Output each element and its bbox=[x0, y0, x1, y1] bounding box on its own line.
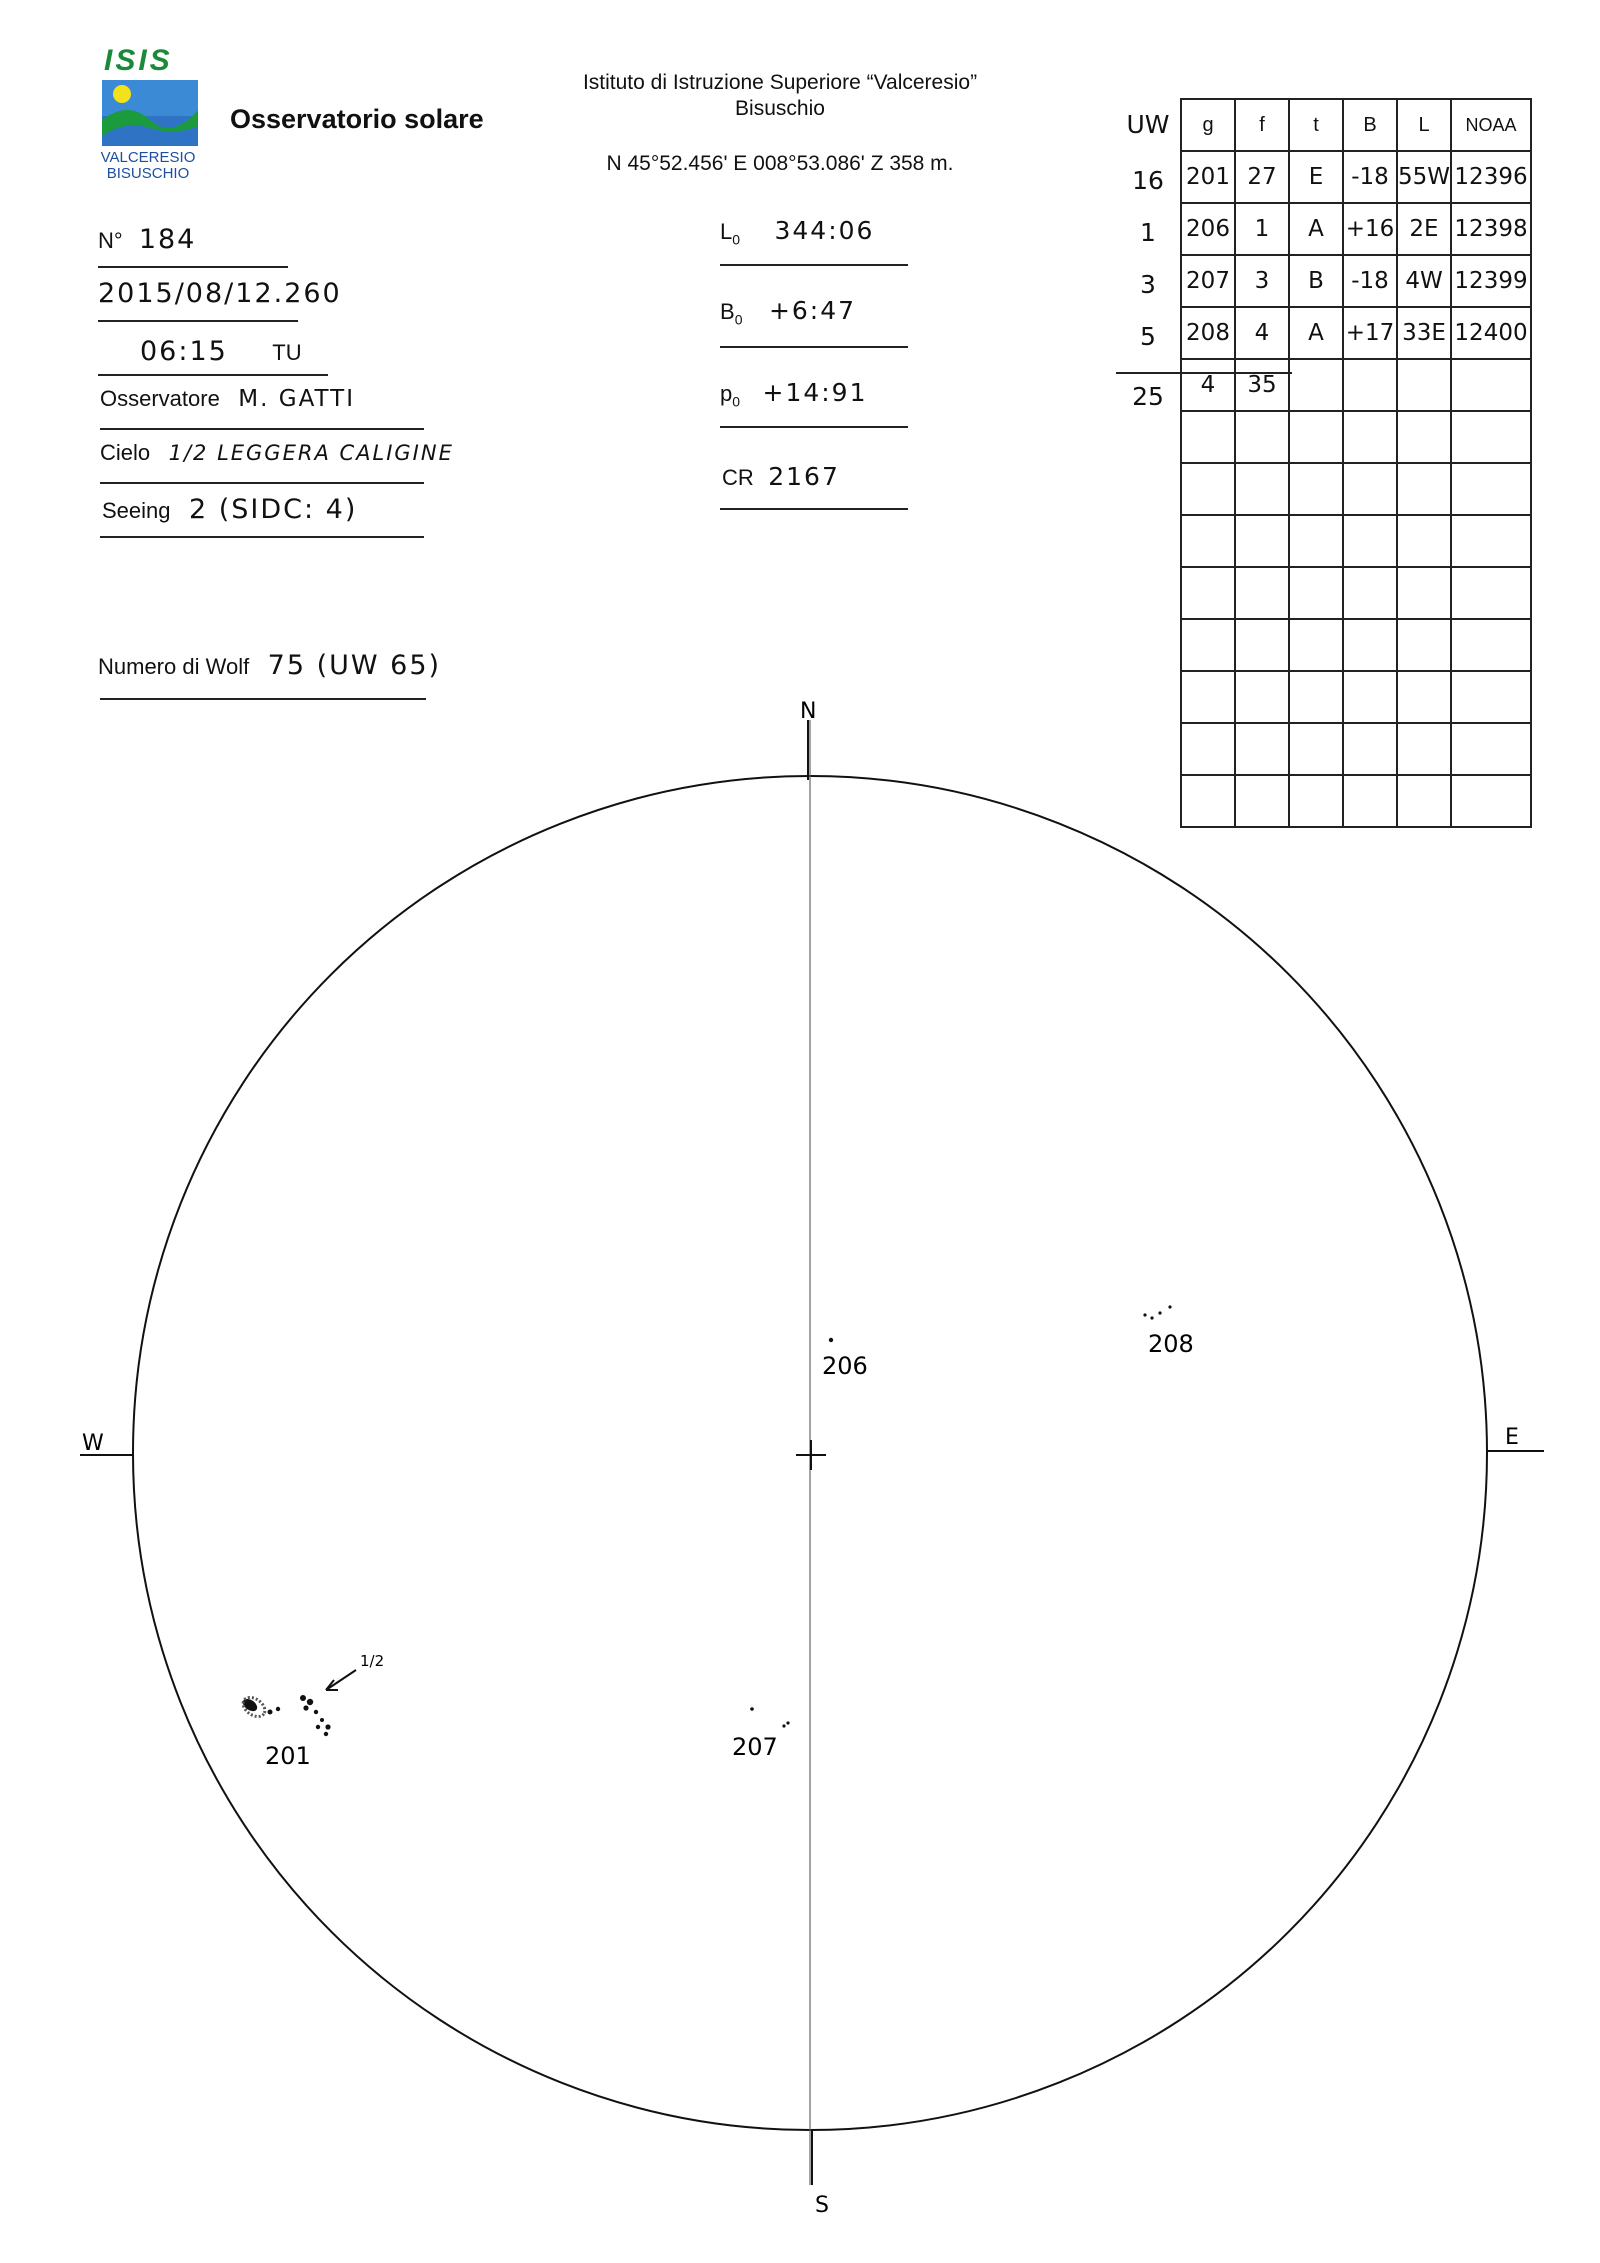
sunspot-group-206 bbox=[822, 1338, 868, 1380]
school-logo-wordmark: ISIS bbox=[104, 44, 173, 77]
sky-label: Cielo bbox=[100, 440, 151, 465]
table-cell: 207 bbox=[1181, 255, 1235, 307]
table-cell: A bbox=[1289, 307, 1343, 359]
carrington-rotation-label: CR bbox=[722, 465, 754, 490]
sunspot bbox=[1143, 1313, 1146, 1316]
group-label: 207 bbox=[732, 1733, 778, 1761]
sunspot bbox=[303, 1705, 308, 1710]
wolf-number-value: 75 (UW 65) bbox=[267, 650, 442, 681]
south-label: S bbox=[815, 2193, 829, 2218]
sunspot bbox=[314, 1710, 318, 1714]
header-cell: B bbox=[1343, 99, 1397, 151]
table-cell: 12398 bbox=[1451, 203, 1531, 255]
table-cell: 201 bbox=[1181, 151, 1235, 203]
school-logo-caption: VALCERESIO BISUSCHIO bbox=[100, 149, 196, 182]
table-cell: +17 bbox=[1343, 307, 1397, 359]
sunspot-group-208 bbox=[1143, 1305, 1193, 1358]
sunspot bbox=[320, 1718, 324, 1722]
table-cell: 12400 bbox=[1451, 307, 1531, 359]
table-cell: 2E bbox=[1397, 203, 1451, 255]
uw-value: 3 bbox=[1140, 270, 1156, 299]
table-cell: 12399 bbox=[1451, 255, 1531, 307]
observer-label: Osservatore bbox=[100, 386, 220, 411]
b0-value: +6:47 bbox=[768, 296, 857, 325]
observer-name: M. GATTI bbox=[238, 386, 355, 412]
total-spots: 35 bbox=[1235, 359, 1289, 411]
uw-value: 5 bbox=[1140, 322, 1156, 351]
institute-name: Istituto di Istruzione Superiore “Valceresio” Bisuschio bbox=[582, 71, 978, 120]
sunspot bbox=[316, 1725, 320, 1729]
table-cell: B bbox=[1289, 255, 1343, 307]
header-cell: NOAA bbox=[1451, 99, 1531, 151]
sunspot bbox=[307, 1699, 313, 1705]
table-cell: -18 bbox=[1343, 255, 1397, 307]
sunspot bbox=[1158, 1311, 1161, 1314]
table-cell: 33E bbox=[1397, 307, 1451, 359]
sunspot bbox=[325, 1724, 330, 1729]
sunspot bbox=[750, 1707, 754, 1711]
l0-value: 344:06 bbox=[774, 216, 875, 245]
time-unit: TU bbox=[272, 340, 302, 365]
observatory-title: Osservatorio solare bbox=[230, 104, 484, 134]
record-number-value: 184 bbox=[138, 224, 197, 255]
group-label: 201 bbox=[265, 1742, 311, 1770]
carrington-rotation-value: 2167 bbox=[768, 462, 840, 491]
sunspot-group-207 bbox=[732, 1707, 790, 1761]
header-cell: t bbox=[1289, 99, 1343, 151]
sunspot bbox=[300, 1695, 306, 1701]
table-cell: 3 bbox=[1235, 255, 1289, 307]
p0-label: $p_0$ bbox=[720, 381, 741, 410]
sunspot bbox=[829, 1338, 833, 1342]
header-cell: L bbox=[1397, 99, 1451, 151]
observation-date: 2015/08/12.260 bbox=[98, 278, 342, 309]
table-cell: -18 bbox=[1343, 151, 1397, 203]
seeing-label: Seeing bbox=[102, 498, 171, 523]
table-cell: 12396 bbox=[1451, 151, 1531, 203]
west-label: W bbox=[82, 1431, 104, 1456]
sunspot bbox=[324, 1732, 328, 1736]
annotation-arrow bbox=[326, 1670, 356, 1690]
table-cell: 4W bbox=[1397, 255, 1451, 307]
sunspot bbox=[276, 1707, 280, 1711]
north-label: N bbox=[800, 699, 817, 724]
table-cell: 27 bbox=[1235, 151, 1289, 203]
seeing-value: 2 (SIDC: 4) bbox=[188, 494, 358, 525]
record-number-label: N° bbox=[98, 228, 123, 253]
uw-value: 16 bbox=[1132, 166, 1164, 195]
observatory-coordinates: N 45°52.456' E 008°53.086' Z 358 m. bbox=[606, 152, 954, 175]
sunspot bbox=[1168, 1305, 1171, 1308]
table-cell: E bbox=[1289, 151, 1343, 203]
table-cell: 206 bbox=[1181, 203, 1235, 255]
b0-label: $B_0$ bbox=[720, 299, 743, 328]
uw-value: 1 bbox=[1140, 218, 1156, 247]
table-cell: A bbox=[1289, 203, 1343, 255]
table-cell: 208 bbox=[1181, 307, 1235, 359]
sunspot-group-201 bbox=[240, 1652, 385, 1770]
uw-header: UW bbox=[1126, 110, 1170, 139]
total-groups: 4 bbox=[1181, 359, 1235, 411]
sunspot bbox=[268, 1710, 273, 1715]
sunspot bbox=[1150, 1316, 1153, 1319]
group-label: 206 bbox=[822, 1352, 868, 1380]
table-cell: 4 bbox=[1235, 307, 1289, 359]
p0-value: +14:91 bbox=[762, 378, 868, 407]
table-cell: 55W bbox=[1397, 151, 1451, 203]
uw-total: 25 bbox=[1132, 382, 1164, 411]
header-cell: g bbox=[1181, 99, 1235, 151]
table-cell: 1 bbox=[1235, 203, 1289, 255]
header-cell: f bbox=[1235, 99, 1289, 151]
annotation-label: 1/2 bbox=[360, 1652, 385, 1670]
l0-label: $L_0$ bbox=[720, 219, 741, 248]
sunspot bbox=[786, 1721, 789, 1724]
east-label: E bbox=[1505, 1425, 1519, 1450]
sky-value: 1/2 LEGGERA CALIGINE bbox=[168, 441, 454, 465]
wolf-number-label: Numero di Wolf bbox=[98, 654, 250, 679]
group-label: 208 bbox=[1148, 1330, 1194, 1358]
sunspot bbox=[782, 1724, 785, 1727]
table-cell: +16 bbox=[1343, 203, 1397, 255]
observation-time: 06:15 bbox=[140, 336, 228, 367]
